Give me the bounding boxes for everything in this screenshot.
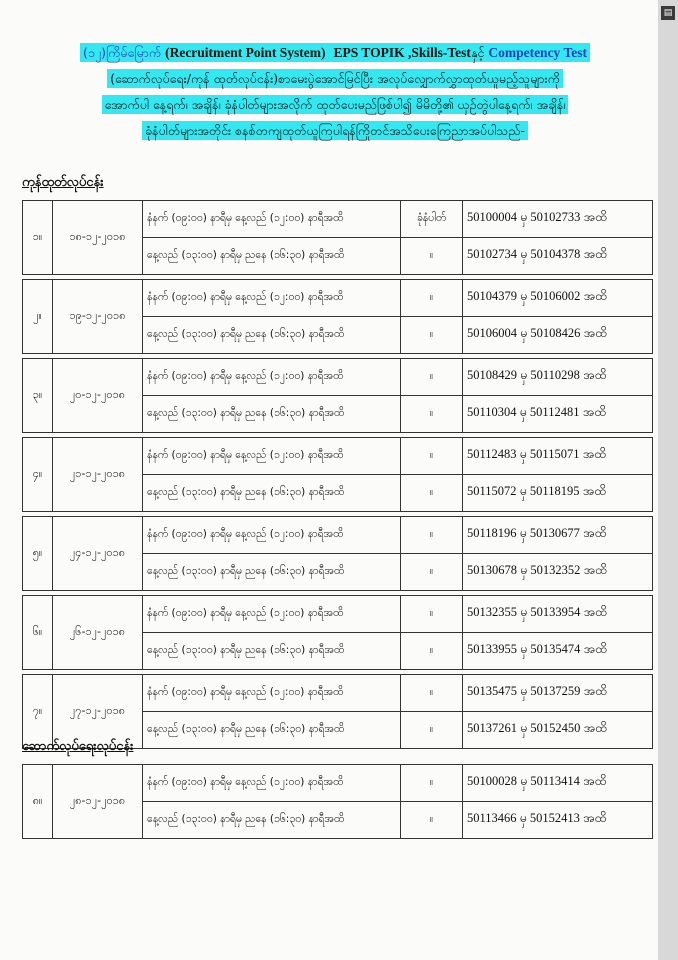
table-row — [23, 280, 653, 317]
time-slot-cell: နံနက် (၀၉:၀၀) နာရီမှ နေ့လည် (၁၂:၀၀) နာရီအထိ — [143, 517, 401, 554]
header-line-1: (၁၂)ကြိမ်မြောက် (Recruitment Point System) EPS TOPIK ,Skills-Testနှင့် Competency Test — [16, 40, 654, 66]
manufacturing-rows — [23, 201, 653, 749]
seat-range-cell: 50112483 မှ 50115071 အထိ — [463, 438, 653, 475]
row-number: ၂။ — [23, 280, 53, 354]
time-slot-cell: နံနက် (၀၉:၀၀) နာရီမှ နေ့လည် (၁၂:၀၀) နာရီအထိ — [143, 675, 401, 712]
time-slot-cell: နံနက် (၀၉:၀၀) နာရီမှ နေ့လည် (၁၂:၀၀) နာရီအထိ — [143, 438, 401, 475]
seat-range-cell: 50100004 မှ 50102733 အထိ — [463, 201, 653, 238]
seat-range-cell: 50113466 မှ 50152413 အထိ — [463, 802, 653, 839]
seat-label-cell: ။ — [401, 317, 463, 354]
row-number: ၁။ — [23, 201, 53, 275]
row-number: ၇။ — [23, 675, 53, 749]
seat-label-cell: ။ — [401, 633, 463, 670]
date-cell: ၂၀-၁၂-၂၀၁၈ — [53, 359, 143, 433]
date-cell: ၁၉-၁၂-၂၀၁၈ — [53, 280, 143, 354]
seat-range-cell: 50130678 မှ 50132352 အထိ — [463, 554, 653, 591]
seat-label-cell: ။ — [401, 802, 463, 839]
date-cell: ၂၇-၁၂-၂၀၁၈ — [53, 675, 143, 749]
side-panel-text — [662, 24, 674, 324]
time-slot-cell: နေ့လည် (၁၃:၀၀) နာရီမှ ညနေ (၁၆:၃၀) နာရီအထိ — [143, 712, 401, 749]
seat-label-cell: ။ — [401, 517, 463, 554]
row-number: ၄။ — [23, 438, 53, 512]
seat-range-cell: 50110304 မှ 50112481 အထိ — [463, 396, 653, 433]
seat-range-cell: 50133955 မှ 50135474 အထိ — [463, 633, 653, 670]
table-row — [23, 201, 653, 238]
table-row — [23, 438, 653, 475]
construction-schedule-table — [22, 764, 653, 839]
seat-label-cell: ။ — [401, 712, 463, 749]
time-slot-cell: နံနက် (၀၉:၀၀) နာရီမှ နေ့လည် (၁၂:၀၀) နာရီအထိ — [143, 280, 401, 317]
time-slot-cell: နံနက် (၀၉:၀၀) နာရီမှ နေ့လည် (၁၂:၀၀) နာရီအထိ — [143, 765, 401, 802]
row-number: ၈။ — [23, 765, 53, 839]
seat-range-cell: 50118196 မှ 50130677 အထိ — [463, 517, 653, 554]
table-row — [23, 765, 653, 802]
seat-label-cell: ။ — [401, 280, 463, 317]
seat-range-cell: 50104379 မှ 50106002 အထိ — [463, 280, 653, 317]
date-cell: ၁၈-၁၂-၂၀၁၈ — [53, 201, 143, 275]
row-number: ၃။ — [23, 359, 53, 433]
table-row — [23, 359, 653, 396]
table-row — [23, 596, 653, 633]
section-title-manufacturing: ကုန်ထုတ်လုပ်ငန်း — [22, 175, 104, 190]
seat-label-cell: ။ — [401, 438, 463, 475]
seat-label-cell: ။ — [401, 359, 463, 396]
table-row — [23, 675, 653, 712]
time-slot-cell: နေ့လည် (၁၃:၀၀) နာရီမှ ညနေ (၁၆:၃၀) နာရီအထိ — [143, 475, 401, 512]
notice-header — [16, 40, 654, 144]
seat-label-cell: ။ — [401, 554, 463, 591]
seat-label-cell: ။ — [401, 396, 463, 433]
date-cell: ၂၄-၁၂-၂၀၁၈ — [53, 517, 143, 591]
construction-rows — [23, 765, 653, 839]
header-line-3: အောက်ပါ နေ့ရက်၊ အချိန်၊ ခုံနံပါတ်များအလိုက် ထုတ်ပေးမည်ဖြစ်ပါ၍ မိမိတို့၏ ယှဉ်တွဲပါနေ့ရက်၊ အချိန်၊ — [16, 92, 654, 118]
header-line-2: (ဆောက်လုပ်ရေး/ကုန် ထုတ်လုပ်ငန်း)စာမေးပွဲအောင်မြင်ပြီး အလုပ်လျှောက်လွှာထုတ်ယူမည့်သူများကို — [16, 66, 654, 92]
side-panel — [658, 0, 678, 960]
time-slot-cell: နံနက် (၀၉:၀၀) နာရီမှ နေ့လည် (၁၂:၀၀) နာရီအထိ — [143, 596, 401, 633]
time-slot-cell: နေ့လည် (၁၃:၀၀) နာရီမှ ညနေ (၁၆:၃၀) နာရီအထိ — [143, 802, 401, 839]
row-number: ၅။ — [23, 517, 53, 591]
seat-range-cell: 50106004 မှ 50108426 အထိ — [463, 317, 653, 354]
time-slot-cell: နေ့လည် (၁၃:၀၀) နာရီမှ ညနေ (၁၆:၃၀) နာရီအထိ — [143, 633, 401, 670]
date-cell: ၂၁-၁၂-၂၀၁၈ — [53, 438, 143, 512]
time-slot-cell: နေ့လည် (၁၃:၀၀) နာရီမှ ညနေ (၁၆:၃၀) နာရီအထိ — [143, 396, 401, 433]
date-cell: ၂၆-၁၂-၂၀၁၈ — [53, 596, 143, 670]
seat-range-cell: 50100028 မှ 50113414 အထိ — [463, 765, 653, 802]
time-slot-cell: နေ့လည် (၁၃:၀၀) နာရီမှ ညနေ (၁၆:၃၀) နာရီအထိ — [143, 238, 401, 275]
seat-label-cell: ။ — [401, 475, 463, 512]
header-line-4: ခုံနံပါတ်များအတိုင်း စနစ်တကျထုတ်ယူကြပါရန်ကြိုတင်အသိပေးကြေညာအပ်ပါသည်- — [16, 118, 654, 144]
seat-range-cell: 50102734 မှ 50104378 အထိ — [463, 238, 653, 275]
seat-range-cell: 50132355 မှ 50133954 အထိ — [463, 596, 653, 633]
row-number: ၆။ — [23, 596, 53, 670]
document-icon: ▤ — [661, 6, 675, 20]
table-row — [23, 517, 653, 554]
seat-range-cell: 50108429 မှ 50110298 အထိ — [463, 359, 653, 396]
time-slot-cell: နံနက် (၀၉:၀၀) နာရီမှ နေ့လည် (၁၂:၀၀) နာရီအထိ — [143, 201, 401, 238]
seat-label-cell: ခုံနံပါတ် — [401, 201, 463, 238]
time-slot-cell: နေ့လည် (၁၃:၀၀) နာရီမှ ညနေ (၁၆:၃၀) နာရီအထိ — [143, 317, 401, 354]
seat-label-cell: ။ — [401, 675, 463, 712]
manufacturing-schedule-table — [22, 200, 653, 749]
seat-label-cell: ။ — [401, 238, 463, 275]
seat-label-cell: ။ — [401, 765, 463, 802]
seat-label-cell: ။ — [401, 596, 463, 633]
seat-range-cell: 50115072 မှ 50118195 အထိ — [463, 475, 653, 512]
seat-range-cell: 50135475 မှ 50137259 အထိ — [463, 675, 653, 712]
date-cell: ၂၈-၁၂-၂၀၁၈ — [53, 765, 143, 839]
time-slot-cell: နံနက် (၀၉:၀၀) နာရီမှ နေ့လည် (၁၂:၀၀) နာရီအထိ — [143, 359, 401, 396]
time-slot-cell: နေ့လည် (၁၃:၀၀) နာရီမှ ညနေ (၁၆:၃၀) နာရီအထိ — [143, 554, 401, 591]
section-title-construction: ဆောက်လုပ်ရေးလုပ်ငန်း — [22, 739, 134, 754]
seat-range-cell: 50137261 မှ 50152450 အထိ — [463, 712, 653, 749]
